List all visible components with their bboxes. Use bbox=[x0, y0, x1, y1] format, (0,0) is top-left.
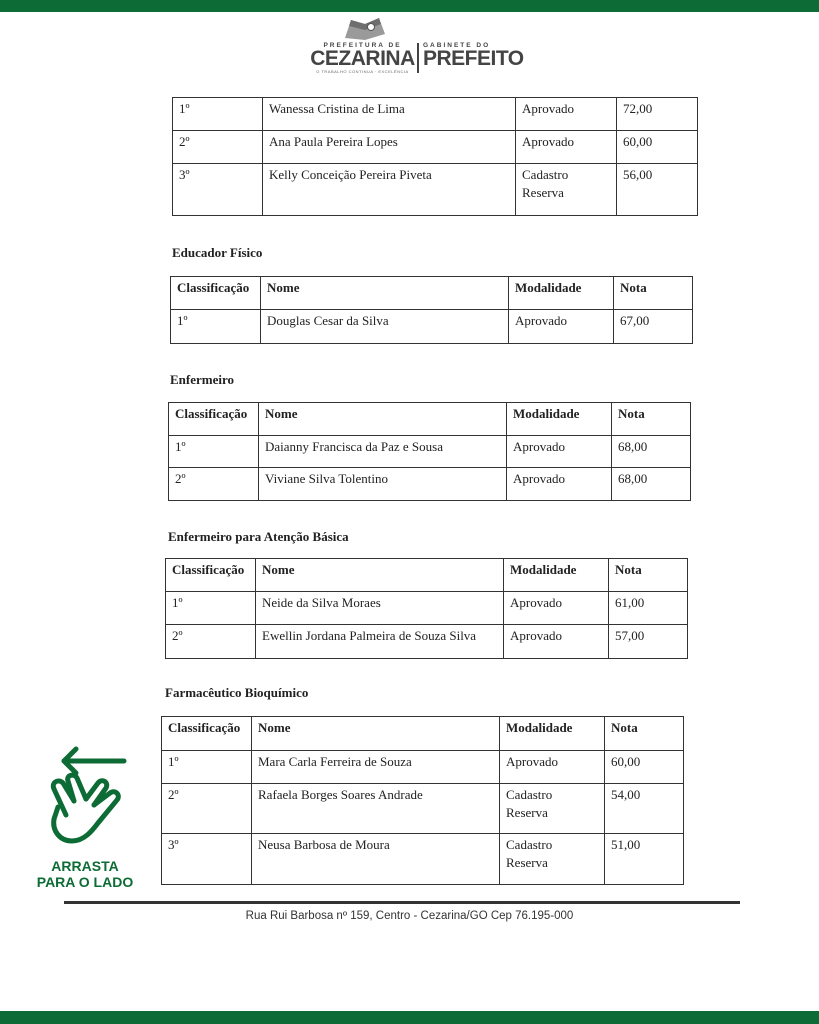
grade-cell: 68,00 bbox=[612, 468, 691, 501]
section-title: Educador Físico bbox=[172, 245, 263, 260]
section-title: Enfermeiro para Atenção Básica bbox=[168, 529, 349, 544]
column-header: Nome bbox=[252, 717, 500, 751]
table-row bbox=[173, 98, 698, 131]
column-header: Classificação bbox=[166, 559, 256, 592]
swipe-hint-line-1: ARRASTA bbox=[51, 858, 119, 874]
letterhead bbox=[0, 16, 819, 78]
rank-cell: 2º bbox=[173, 131, 263, 164]
rank-cell: 1º bbox=[171, 310, 261, 344]
brand-city bbox=[310, 42, 415, 74]
rank-cell: 1º bbox=[169, 436, 259, 468]
results-table bbox=[168, 402, 691, 501]
column-header: Classificação bbox=[162, 717, 252, 751]
column-header: Modalidade bbox=[507, 403, 612, 436]
column-header: Nome bbox=[261, 277, 509, 310]
table-row bbox=[173, 131, 698, 164]
brand-city-tagline: O TRABALHO CONTINUA · EXCELÊNCIA bbox=[316, 69, 409, 74]
name-cell: Ana Paula Pereira Lopes bbox=[263, 131, 516, 164]
mode-cell: Aprovado bbox=[507, 468, 612, 501]
mode-cell bbox=[516, 164, 617, 216]
name-cell: Douglas Cesar da Silva bbox=[261, 310, 509, 344]
column-header: Nome bbox=[259, 403, 507, 436]
section-title: Farmacêutico Bioquímico bbox=[165, 685, 309, 700]
rank-cell: 1º bbox=[162, 751, 252, 784]
table-row bbox=[173, 164, 698, 216]
table-row bbox=[169, 468, 691, 501]
swipe-hand-icon bbox=[36, 745, 136, 855]
results-table-continued bbox=[172, 97, 698, 216]
mode-line-2: Reserva bbox=[522, 185, 564, 200]
rank-cell: 2º bbox=[162, 784, 252, 834]
mode-cell bbox=[500, 834, 605, 885]
rank-cell: 3º bbox=[162, 834, 252, 885]
rank-cell: 1º bbox=[166, 592, 256, 625]
brand-city-small: PREFEITURA DE bbox=[323, 42, 402, 49]
mode-cell bbox=[500, 784, 605, 834]
results-table bbox=[161, 716, 684, 885]
rank-cell: 1º bbox=[173, 98, 263, 131]
rank-cell: 2º bbox=[166, 625, 256, 659]
bottom-green-bar bbox=[0, 1011, 819, 1024]
brand-divider bbox=[417, 43, 419, 73]
table-row bbox=[169, 436, 691, 468]
name-cell: Daianny Francisca da Paz e Sousa bbox=[259, 436, 507, 468]
name-cell: Ewellin Jordana Palmeira de Souza Silva bbox=[256, 625, 504, 659]
column-header: Classificação bbox=[171, 277, 261, 310]
mode-cell: Aprovado bbox=[516, 98, 617, 131]
brand-office-name: PREFEITO bbox=[423, 47, 524, 70]
results-table bbox=[170, 276, 693, 344]
mode-cell: Aprovado bbox=[507, 436, 612, 468]
grade-cell: 60,00 bbox=[617, 131, 698, 164]
top-green-bar bbox=[0, 0, 819, 12]
brand-office-small: GABINETE DO bbox=[423, 42, 491, 49]
brand-office bbox=[423, 42, 523, 69]
mode-line-1: Cadastro bbox=[522, 167, 569, 182]
table-header-row bbox=[166, 559, 688, 592]
name-cell: Viviane Silva Tolentino bbox=[259, 468, 507, 501]
grade-cell: 68,00 bbox=[612, 436, 691, 468]
table-row bbox=[171, 310, 693, 344]
column-header: Classificação bbox=[169, 403, 259, 436]
table-row bbox=[166, 592, 688, 625]
rank-cell: 2º bbox=[169, 468, 259, 501]
table-header-row bbox=[171, 277, 693, 310]
name-cell: Neide da Silva Moraes bbox=[256, 592, 504, 625]
grade-cell: 61,00 bbox=[609, 592, 688, 625]
column-header: Nome bbox=[256, 559, 504, 592]
name-cell: Mara Carla Ferreira de Souza bbox=[252, 751, 500, 784]
mode-cell: Aprovado bbox=[500, 751, 605, 784]
column-header: Nota bbox=[605, 717, 684, 751]
grade-cell: 56,00 bbox=[617, 164, 698, 216]
table-row bbox=[162, 834, 684, 885]
grade-cell: 60,00 bbox=[605, 751, 684, 784]
table-header-row bbox=[162, 717, 684, 751]
footer-address: Rua Rui Barbosa nº 159, Centro - Cezarina/GO Cep 76.195-000 bbox=[245, 910, 574, 922]
name-cell: Neusa Barbosa de Moura bbox=[252, 834, 500, 885]
table-row bbox=[162, 784, 684, 834]
mode-cell: Aprovado bbox=[504, 625, 609, 659]
footer-divider bbox=[64, 901, 740, 904]
grade-cell: 72,00 bbox=[617, 98, 698, 131]
grade-cell: 51,00 bbox=[605, 834, 684, 885]
column-header: Modalidade bbox=[500, 717, 605, 751]
grade-cell: 67,00 bbox=[614, 310, 693, 344]
mode-line-2: Reserva bbox=[506, 855, 548, 870]
mode-line-1: Cadastro bbox=[506, 787, 553, 802]
name-cell: Wanessa Cristina de Lima bbox=[263, 98, 516, 131]
mode-line-2: Reserva bbox=[506, 805, 548, 820]
mode-cell: Aprovado bbox=[504, 592, 609, 625]
rank-cell: 3º bbox=[173, 164, 263, 216]
city-emblem-icon bbox=[343, 16, 387, 42]
column-header: Nota bbox=[614, 277, 693, 310]
table-row bbox=[162, 751, 684, 784]
brand-city-name: CEZARINA bbox=[310, 47, 415, 70]
table-row bbox=[166, 625, 688, 659]
name-cell: Rafaela Borges Soares Andrade bbox=[252, 784, 500, 834]
grade-cell: 57,00 bbox=[609, 625, 688, 659]
name-cell: Kelly Conceição Pereira Piveta bbox=[263, 164, 516, 216]
column-header: Modalidade bbox=[509, 277, 614, 310]
table-header-row bbox=[169, 403, 691, 436]
mode-cell: Aprovado bbox=[516, 131, 617, 164]
swipe-hint-label bbox=[30, 858, 140, 890]
section-title: Enfermeiro bbox=[170, 372, 235, 387]
mode-cell: Aprovado bbox=[509, 310, 614, 344]
grade-cell: 54,00 bbox=[605, 784, 684, 834]
column-header: Modalidade bbox=[504, 559, 609, 592]
swipe-hint-line-2: PARA O LADO bbox=[36, 874, 134, 890]
column-header: Nota bbox=[612, 403, 691, 436]
results-table bbox=[165, 558, 688, 659]
column-header: Nota bbox=[609, 559, 688, 592]
mode-line-1: Cadastro bbox=[506, 837, 553, 852]
